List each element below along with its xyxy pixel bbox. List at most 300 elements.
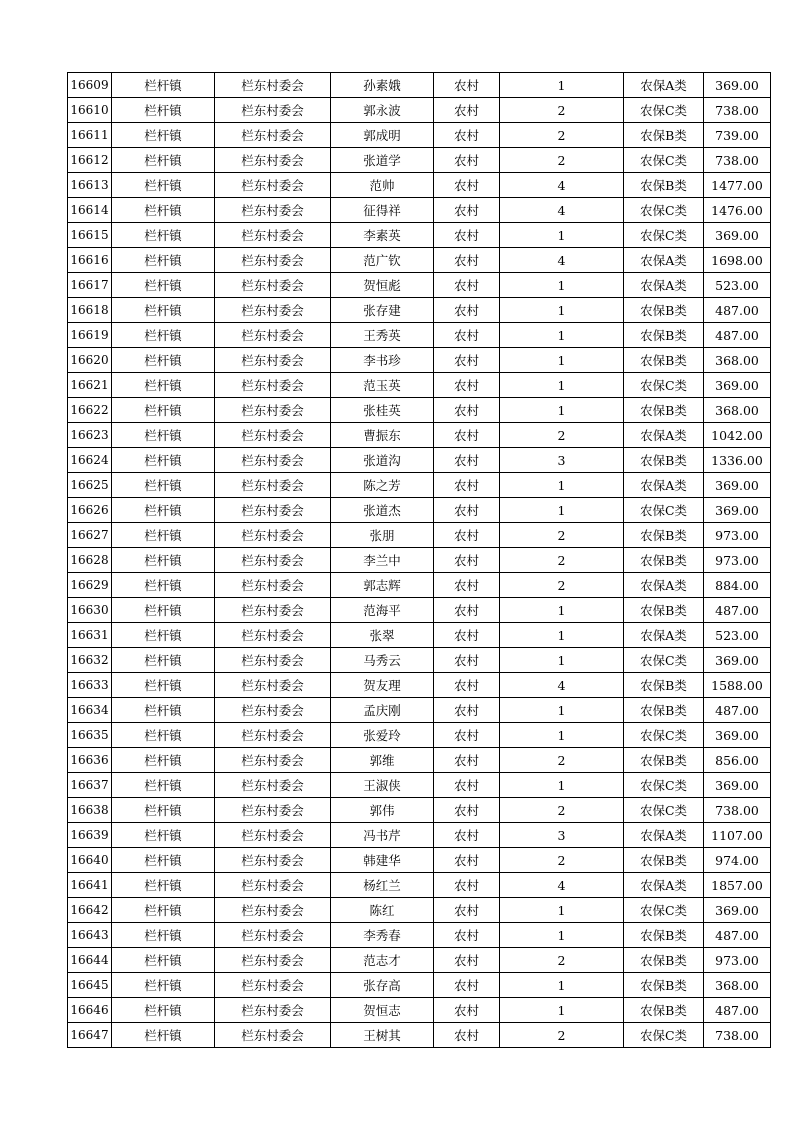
amount-cell: 1107.00 <box>704 823 771 848</box>
household-count-cell: 4 <box>500 673 624 698</box>
household-count-cell: 1 <box>500 73 624 98</box>
amount-cell: 487.00 <box>704 323 771 348</box>
household-count-cell: 4 <box>500 873 624 898</box>
category-cell: 农保C类 <box>624 198 704 223</box>
area-type-cell: 农村 <box>434 248 500 273</box>
record-id-cell: 16645 <box>68 973 112 998</box>
records-table-body <box>68 73 771 1048</box>
town-cell: 栏杆镇 <box>112 98 215 123</box>
table-row <box>68 623 771 648</box>
records-table <box>67 72 771 1048</box>
town-cell: 栏杆镇 <box>112 723 215 748</box>
amount-cell: 487.00 <box>704 598 771 623</box>
record-id-cell: 16629 <box>68 573 112 598</box>
table-row <box>68 223 771 248</box>
category-cell: 农保B类 <box>624 698 704 723</box>
town-cell: 栏杆镇 <box>112 348 215 373</box>
town-cell: 栏杆镇 <box>112 673 215 698</box>
category-cell: 农保C类 <box>624 223 704 248</box>
household-count-cell: 2 <box>500 748 624 773</box>
household-count-cell: 1 <box>500 648 624 673</box>
record-id-cell: 16627 <box>68 523 112 548</box>
area-type-cell: 农村 <box>434 348 500 373</box>
category-cell: 农保B类 <box>624 123 704 148</box>
table-row <box>68 198 771 223</box>
category-cell: 农保B类 <box>624 923 704 948</box>
committee-cell: 栏东村委会 <box>215 473 331 498</box>
area-type-cell: 农村 <box>434 98 500 123</box>
committee-cell: 栏东村委会 <box>215 73 331 98</box>
amount-cell: 368.00 <box>704 973 771 998</box>
table-row <box>68 723 771 748</box>
record-id-cell: 16637 <box>68 773 112 798</box>
committee-cell: 栏东村委会 <box>215 98 331 123</box>
town-cell: 栏杆镇 <box>112 748 215 773</box>
area-type-cell: 农村 <box>434 223 500 248</box>
committee-cell: 栏东村委会 <box>215 498 331 523</box>
committee-cell: 栏东村委会 <box>215 523 331 548</box>
town-cell: 栏杆镇 <box>112 148 215 173</box>
committee-cell: 栏东村委会 <box>215 773 331 798</box>
table-row <box>68 148 771 173</box>
record-id-cell: 16610 <box>68 98 112 123</box>
name-cell: 韩建华 <box>331 848 434 873</box>
record-id-cell: 16621 <box>68 373 112 398</box>
amount-cell: 369.00 <box>704 723 771 748</box>
category-cell: 农保C类 <box>624 648 704 673</box>
amount-cell: 1476.00 <box>704 198 771 223</box>
name-cell: 贺恒彪 <box>331 273 434 298</box>
town-cell: 栏杆镇 <box>112 73 215 98</box>
town-cell: 栏杆镇 <box>112 523 215 548</box>
category-cell: 农保C类 <box>624 1023 704 1048</box>
name-cell: 范玉英 <box>331 373 434 398</box>
record-id-cell: 16622 <box>68 398 112 423</box>
amount-cell: 369.00 <box>704 73 771 98</box>
record-id-cell: 16647 <box>68 1023 112 1048</box>
area-type-cell: 农村 <box>434 948 500 973</box>
amount-cell: 973.00 <box>704 548 771 573</box>
committee-cell: 栏东村委会 <box>215 223 331 248</box>
record-id-cell: 16615 <box>68 223 112 248</box>
name-cell: 曹振东 <box>331 423 434 448</box>
category-cell: 农保B类 <box>624 323 704 348</box>
area-type-cell: 农村 <box>434 73 500 98</box>
record-id-cell: 16638 <box>68 798 112 823</box>
category-cell: 农保C类 <box>624 148 704 173</box>
committee-cell: 栏东村委会 <box>215 273 331 298</box>
town-cell: 栏杆镇 <box>112 248 215 273</box>
record-id-cell: 16620 <box>68 348 112 373</box>
record-id-cell: 16639 <box>68 823 112 848</box>
area-type-cell: 农村 <box>434 323 500 348</box>
area-type-cell: 农村 <box>434 148 500 173</box>
household-count-cell: 1 <box>500 323 624 348</box>
committee-cell: 栏东村委会 <box>215 948 331 973</box>
amount-cell: 369.00 <box>704 898 771 923</box>
committee-cell: 栏东村委会 <box>215 323 331 348</box>
category-cell: 农保A类 <box>624 248 704 273</box>
table-row <box>68 298 771 323</box>
household-count-cell: 1 <box>500 473 624 498</box>
category-cell: 农保B类 <box>624 173 704 198</box>
amount-cell: 487.00 <box>704 998 771 1023</box>
name-cell: 范广钦 <box>331 248 434 273</box>
town-cell: 栏杆镇 <box>112 423 215 448</box>
amount-cell: 738.00 <box>704 148 771 173</box>
record-id-cell: 16619 <box>68 323 112 348</box>
table-row <box>68 773 771 798</box>
amount-cell: 973.00 <box>704 523 771 548</box>
amount-cell: 738.00 <box>704 798 771 823</box>
table-row <box>68 98 771 123</box>
record-id-cell: 16641 <box>68 873 112 898</box>
name-cell: 冯书芹 <box>331 823 434 848</box>
committee-cell: 栏东村委会 <box>215 173 331 198</box>
category-cell: 农保C类 <box>624 798 704 823</box>
committee-cell: 栏东村委会 <box>215 698 331 723</box>
area-type-cell: 农村 <box>434 273 500 298</box>
committee-cell: 栏东村委会 <box>215 923 331 948</box>
town-cell: 栏杆镇 <box>112 848 215 873</box>
town-cell: 栏杆镇 <box>112 323 215 348</box>
table-row <box>68 123 771 148</box>
area-type-cell: 农村 <box>434 873 500 898</box>
household-count-cell: 1 <box>500 598 624 623</box>
amount-cell: 856.00 <box>704 748 771 773</box>
amount-cell: 884.00 <box>704 573 771 598</box>
amount-cell: 1588.00 <box>704 673 771 698</box>
category-cell: 农保B类 <box>624 848 704 873</box>
household-count-cell: 2 <box>500 848 624 873</box>
committee-cell: 栏东村委会 <box>215 423 331 448</box>
committee-cell: 栏东村委会 <box>215 998 331 1023</box>
area-type-cell: 农村 <box>434 773 500 798</box>
town-cell: 栏杆镇 <box>112 373 215 398</box>
household-count-cell: 1 <box>500 373 624 398</box>
area-type-cell: 农村 <box>434 373 500 398</box>
household-count-cell: 2 <box>500 948 624 973</box>
committee-cell: 栏东村委会 <box>215 373 331 398</box>
table-row <box>68 448 771 473</box>
table-row <box>68 848 771 873</box>
record-id-cell: 16633 <box>68 673 112 698</box>
committee-cell: 栏东村委会 <box>215 648 331 673</box>
table-row <box>68 323 771 348</box>
category-cell: 农保A类 <box>624 73 704 98</box>
household-count-cell: 3 <box>500 823 624 848</box>
household-count-cell: 4 <box>500 198 624 223</box>
record-id-cell: 16643 <box>68 923 112 948</box>
area-type-cell: 农村 <box>434 673 500 698</box>
amount-cell: 973.00 <box>704 948 771 973</box>
amount-cell: 369.00 <box>704 473 771 498</box>
amount-cell: 487.00 <box>704 298 771 323</box>
town-cell: 栏杆镇 <box>112 898 215 923</box>
town-cell: 栏杆镇 <box>112 498 215 523</box>
household-count-cell: 1 <box>500 398 624 423</box>
table-row <box>68 473 771 498</box>
committee-cell: 栏东村委会 <box>215 1023 331 1048</box>
table-row <box>68 1023 771 1048</box>
table-row <box>68 798 771 823</box>
household-count-cell: 1 <box>500 898 624 923</box>
amount-cell: 369.00 <box>704 223 771 248</box>
household-count-cell: 1 <box>500 973 624 998</box>
household-count-cell: 2 <box>500 548 624 573</box>
category-cell: 农保B类 <box>624 448 704 473</box>
committee-cell: 栏东村委会 <box>215 598 331 623</box>
town-cell: 栏杆镇 <box>112 573 215 598</box>
table-row <box>68 173 771 198</box>
category-cell: 农保B类 <box>624 948 704 973</box>
record-id-cell: 16628 <box>68 548 112 573</box>
town-cell: 栏杆镇 <box>112 773 215 798</box>
category-cell: 农保C类 <box>624 498 704 523</box>
town-cell: 栏杆镇 <box>112 298 215 323</box>
record-id-cell: 16636 <box>68 748 112 773</box>
name-cell: 张道沟 <box>331 448 434 473</box>
town-cell: 栏杆镇 <box>112 698 215 723</box>
amount-cell: 368.00 <box>704 398 771 423</box>
table-row <box>68 498 771 523</box>
town-cell: 栏杆镇 <box>112 473 215 498</box>
name-cell: 征得祥 <box>331 198 434 223</box>
name-cell: 张道杰 <box>331 498 434 523</box>
category-cell: 农保B类 <box>624 973 704 998</box>
amount-cell: 523.00 <box>704 273 771 298</box>
category-cell: 农保A类 <box>624 573 704 598</box>
area-type-cell: 农村 <box>434 1023 500 1048</box>
area-type-cell: 农村 <box>434 123 500 148</box>
table-row <box>68 273 771 298</box>
town-cell: 栏杆镇 <box>112 123 215 148</box>
category-cell: 农保B类 <box>624 523 704 548</box>
name-cell: 张道学 <box>331 148 434 173</box>
record-id-cell: 16614 <box>68 198 112 223</box>
area-type-cell: 农村 <box>434 298 500 323</box>
category-cell: 农保A类 <box>624 423 704 448</box>
name-cell: 郭成明 <box>331 123 434 148</box>
table-row <box>68 548 771 573</box>
area-type-cell: 农村 <box>434 173 500 198</box>
committee-cell: 栏东村委会 <box>215 723 331 748</box>
name-cell: 郭维 <box>331 748 434 773</box>
category-cell: 农保A类 <box>624 623 704 648</box>
name-cell: 杨红兰 <box>331 873 434 898</box>
household-count-cell: 2 <box>500 573 624 598</box>
area-type-cell: 农村 <box>434 973 500 998</box>
table-row <box>68 348 771 373</box>
name-cell: 范帅 <box>331 173 434 198</box>
household-count-cell: 1 <box>500 723 624 748</box>
category-cell: 农保B类 <box>624 348 704 373</box>
committee-cell: 栏东村委会 <box>215 873 331 898</box>
table-row <box>68 423 771 448</box>
name-cell: 王淑侠 <box>331 773 434 798</box>
table-row <box>68 398 771 423</box>
table-row <box>68 73 771 98</box>
category-cell: 农保A类 <box>624 273 704 298</box>
committee-cell: 栏东村委会 <box>215 398 331 423</box>
amount-cell: 1698.00 <box>704 248 771 273</box>
household-count-cell: 1 <box>500 298 624 323</box>
name-cell: 张爱玲 <box>331 723 434 748</box>
name-cell: 李秀春 <box>331 923 434 948</box>
table-row <box>68 698 771 723</box>
area-type-cell: 农村 <box>434 898 500 923</box>
town-cell: 栏杆镇 <box>112 448 215 473</box>
category-cell: 农保A类 <box>624 473 704 498</box>
household-count-cell: 2 <box>500 98 624 123</box>
record-id-cell: 16609 <box>68 73 112 98</box>
area-type-cell: 农村 <box>434 548 500 573</box>
category-cell: 农保B类 <box>624 398 704 423</box>
amount-cell: 1336.00 <box>704 448 771 473</box>
committee-cell: 栏东村委会 <box>215 623 331 648</box>
household-count-cell: 2 <box>500 148 624 173</box>
committee-cell: 栏东村委会 <box>215 123 331 148</box>
name-cell: 张朋 <box>331 523 434 548</box>
name-cell: 陈之芳 <box>331 473 434 498</box>
area-type-cell: 农村 <box>434 648 500 673</box>
area-type-cell: 农村 <box>434 798 500 823</box>
name-cell: 郭伟 <box>331 798 434 823</box>
household-count-cell: 2 <box>500 123 624 148</box>
town-cell: 栏杆镇 <box>112 648 215 673</box>
committee-cell: 栏东村委会 <box>215 148 331 173</box>
town-cell: 栏杆镇 <box>112 998 215 1023</box>
amount-cell: 369.00 <box>704 648 771 673</box>
record-id-cell: 16646 <box>68 998 112 1023</box>
name-cell: 李素英 <box>331 223 434 248</box>
area-type-cell: 农村 <box>434 823 500 848</box>
table-row <box>68 523 771 548</box>
committee-cell: 栏东村委会 <box>215 823 331 848</box>
category-cell: 农保C类 <box>624 898 704 923</box>
town-cell: 栏杆镇 <box>112 823 215 848</box>
amount-cell: 739.00 <box>704 123 771 148</box>
amount-cell: 487.00 <box>704 698 771 723</box>
household-count-cell: 1 <box>500 273 624 298</box>
household-count-cell: 1 <box>500 623 624 648</box>
area-type-cell: 农村 <box>434 473 500 498</box>
record-id-cell: 16618 <box>68 298 112 323</box>
category-cell: 农保C类 <box>624 373 704 398</box>
table-row <box>68 998 771 1023</box>
category-cell: 农保B类 <box>624 298 704 323</box>
table-row <box>68 873 771 898</box>
name-cell: 王树其 <box>331 1023 434 1048</box>
town-cell: 栏杆镇 <box>112 948 215 973</box>
name-cell: 贺友理 <box>331 673 434 698</box>
record-id-cell: 16623 <box>68 423 112 448</box>
household-count-cell: 1 <box>500 923 624 948</box>
record-id-cell: 16624 <box>68 448 112 473</box>
area-type-cell: 农村 <box>434 848 500 873</box>
area-type-cell: 农村 <box>434 698 500 723</box>
name-cell: 孟庆刚 <box>331 698 434 723</box>
committee-cell: 栏东村委会 <box>215 348 331 373</box>
table-row <box>68 823 771 848</box>
record-id-cell: 16642 <box>68 898 112 923</box>
town-cell: 栏杆镇 <box>112 548 215 573</box>
household-count-cell: 1 <box>500 498 624 523</box>
name-cell: 李书珍 <box>331 348 434 373</box>
household-count-cell: 2 <box>500 423 624 448</box>
name-cell: 王秀英 <box>331 323 434 348</box>
name-cell: 范志才 <box>331 948 434 973</box>
table-row <box>68 973 771 998</box>
area-type-cell: 农村 <box>434 523 500 548</box>
record-id-cell: 16613 <box>68 173 112 198</box>
category-cell: 农保C类 <box>624 723 704 748</box>
committee-cell: 栏东村委会 <box>215 573 331 598</box>
committee-cell: 栏东村委会 <box>215 298 331 323</box>
category-cell: 农保C类 <box>624 773 704 798</box>
name-cell: 张桂英 <box>331 398 434 423</box>
town-cell: 栏杆镇 <box>112 223 215 248</box>
category-cell: 农保B类 <box>624 548 704 573</box>
committee-cell: 栏东村委会 <box>215 673 331 698</box>
record-id-cell: 16612 <box>68 148 112 173</box>
area-type-cell: 农村 <box>434 723 500 748</box>
name-cell: 张存建 <box>331 298 434 323</box>
town-cell: 栏杆镇 <box>112 798 215 823</box>
amount-cell: 487.00 <box>704 923 771 948</box>
area-type-cell: 农村 <box>434 598 500 623</box>
committee-cell: 栏东村委会 <box>215 248 331 273</box>
table-row <box>68 248 771 273</box>
household-count-cell: 4 <box>500 248 624 273</box>
committee-cell: 栏东村委会 <box>215 548 331 573</box>
record-id-cell: 16632 <box>68 648 112 673</box>
town-cell: 栏杆镇 <box>112 923 215 948</box>
name-cell: 郭永波 <box>331 98 434 123</box>
area-type-cell: 农村 <box>434 498 500 523</box>
record-id-cell: 16634 <box>68 698 112 723</box>
town-cell: 栏杆镇 <box>112 398 215 423</box>
area-type-cell: 农村 <box>434 398 500 423</box>
household-count-cell: 1 <box>500 698 624 723</box>
name-cell: 张存高 <box>331 973 434 998</box>
committee-cell: 栏东村委会 <box>215 848 331 873</box>
area-type-cell: 农村 <box>434 198 500 223</box>
category-cell: 农保B类 <box>624 748 704 773</box>
category-cell: 农保A类 <box>624 823 704 848</box>
amount-cell: 738.00 <box>704 98 771 123</box>
table-row <box>68 573 771 598</box>
name-cell: 李兰中 <box>331 548 434 573</box>
amount-cell: 1857.00 <box>704 873 771 898</box>
household-count-cell: 1 <box>500 348 624 373</box>
name-cell: 马秀云 <box>331 648 434 673</box>
record-id-cell: 16625 <box>68 473 112 498</box>
record-id-cell: 16631 <box>68 623 112 648</box>
amount-cell: 738.00 <box>704 1023 771 1048</box>
name-cell: 张翠 <box>331 623 434 648</box>
household-count-cell: 1 <box>500 773 624 798</box>
committee-cell: 栏东村委会 <box>215 448 331 473</box>
amount-cell: 1042.00 <box>704 423 771 448</box>
area-type-cell: 农村 <box>434 923 500 948</box>
town-cell: 栏杆镇 <box>112 1023 215 1048</box>
record-id-cell: 16635 <box>68 723 112 748</box>
amount-cell: 369.00 <box>704 773 771 798</box>
amount-cell: 523.00 <box>704 623 771 648</box>
town-cell: 栏杆镇 <box>112 623 215 648</box>
household-count-cell: 4 <box>500 173 624 198</box>
